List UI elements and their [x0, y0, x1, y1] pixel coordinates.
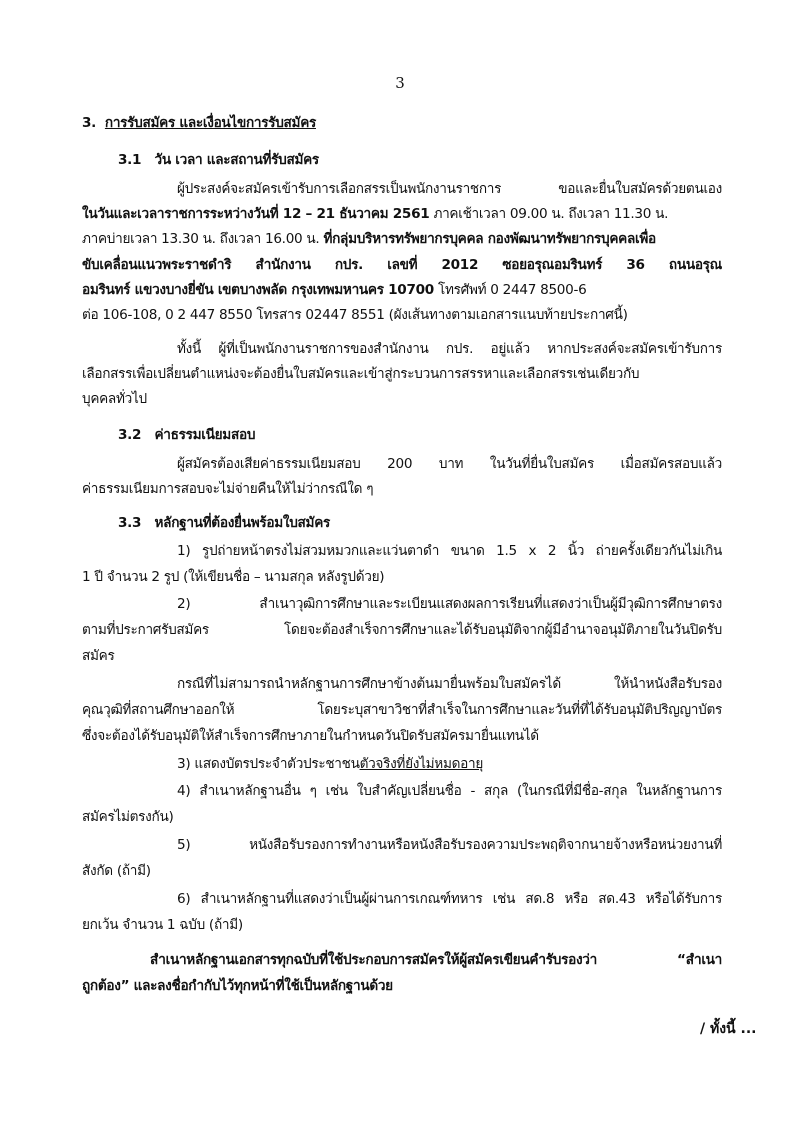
afternoon-hours: ภาคบ่ายเวลา 13.30 น. ถึงเวลา 16.00 น. [82, 231, 324, 247]
list-item-1-cont: 1 ปี จำนวน 2 รูป (ให้เขียนชื่อ – นามสกุล หลังรูปด้วย) [82, 569, 385, 585]
certify-note-cont: ถูกต้อง” และลงชื่อกำกับไว้ทุกหน้าที่ใช้เป็นหลักฐานด้วย [82, 978, 393, 994]
certify-note: สำเนาหลักฐานเอกสารทุกฉบับที่ใช้ประกอบการสมัครให้ผู้สมัครเขียนคำรับรองว่า “สำเนา [150, 952, 722, 968]
section-3-1-heading [118, 151, 722, 169]
paragraph-line: ทั้งนี้ ผู้ที่เป็นพนักงานราชการของสำนักงาน กปร. อยู่แล้ว หากประสงค์จะสมัครเข้ารับการ [177, 341, 722, 357]
underlined-text: ตัวจริงที่ยังไม่หมดอายุ [359, 756, 484, 772]
section-3-2-heading [118, 426, 722, 444]
subsection-title: วัน เวลา และสถานที่รับสมัคร [154, 152, 319, 168]
section-3-3-heading [118, 514, 722, 532]
paragraph-line: ผู้ประสงค์จะสมัครเข้ารับการเลือกสรรเป็นพนักงานราชการ ขอและยื่นใบสมัครด้วยตนเอง [177, 181, 722, 197]
paragraph-line: ผู้สมัครต้องเสียค่าธรรมเนียมสอบ 200 บาท ในวันที่ยื่นใบสมัคร เมื่อสมัครสอบแล้ว [177, 456, 722, 472]
paragraph-line: ขับเคลื่อนแนวพระราชดำริ สำนักงาน กปร. เลขที่ 2012 ซอยอรุณอมรินทร์ 36 ถนนอรุณ [82, 257, 722, 273]
address-text: อมรินทร์ แขวงบางยี่ขัน เขตบางพลัด กรุงเทพมหานคร 10700 [82, 282, 434, 298]
list-item-6: 6) สำเนาหลักฐานที่แสดงว่าเป็นผู้ผ่านการเกณฑ์ทหาร เช่น สด.8 หรือ สด.43 หรือได้รับการ [177, 891, 722, 907]
morning-hours: ภาคเช้าเวลา 09.00 น. ถึงเวลา 11.30 น. [429, 206, 669, 222]
list-item-1: 1) รูปถ่ายหน้าตรงไม่สวมหมวกและแว่นตาดำ ขนาด 1.5 x 2 นิ้ว ถ่ายครั้งเดียวกันไม่เกิน [177, 543, 722, 559]
section-title: การรับสมัคร และเงื่อนไขการรับสมัคร [104, 115, 316, 131]
list-item-5-cont: สังกัด (ถ้ามี) [82, 863, 151, 879]
page-number: 3 [395, 74, 405, 92]
list-item-6-cont: ยกเว้น จำนวน 1 ฉบับ (ถ้ามี) [82, 917, 243, 933]
list-item-2-note: กรณีที่ไม่สามารถนำหลักฐานการศึกษาข้างต้นมายื่นพร้อมใบสมัครได้ ให้นำหนังสือรับรอง [177, 676, 722, 692]
paragraph-line [82, 281, 722, 299]
subsection-number: 3.1 [118, 152, 142, 168]
section-number: 3. [82, 115, 97, 131]
paragraph-line: ค่าธรรมเนียมการสอบจะไม่จ่ายคืนให้ไม่ว่ากรณีใด ๆ [82, 481, 374, 497]
list-item-3 [177, 755, 722, 773]
continuation-marker: / ทั้งนี้ ... [700, 1021, 757, 1037]
subsection-number: 3.2 [118, 427, 142, 443]
paragraph-line: ต่อ 106-108, 0 2 447 8550 โทรสาร 02447 8551 (ผังเส้นทางตามเอกสารแนบท้ายประกาศนี้) [82, 307, 628, 323]
list-item-4: 4) สำเนาหลักฐานอื่น ๆ เช่น ใบสำคัญเปลี่ยนชื่อ - สกุล (ในกรณีที่มีชื่อ-สกุล ในหลักฐานการ [177, 783, 722, 799]
subsection-title: หลักฐานที่ต้องยื่นพร้อมใบสมัคร [154, 515, 331, 531]
item-text: 3) แสดงบัตรประจำตัวประชาชน [177, 756, 360, 772]
subsection-title: ค่าธรรมเนียมสอบ [154, 427, 256, 443]
section-3-heading [82, 114, 722, 132]
list-item-2-cont: สมัคร [82, 648, 115, 664]
list-item-2-note: ซึ่งจะต้องได้รับอนุมัติให้สำเร็จการศึกษาภายในกำหนดวันปิดรับสมัครมายื่นแทนได้ [82, 728, 539, 744]
paragraph-line [82, 205, 722, 223]
list-item-2-cont: ตามที่ประกาศรับสมัคร โดยจะต้องสำเร็จการศึกษาและได้รับอนุมัติจากผู้มีอำนาจอนุมัติภายในวันปิดรับ [82, 622, 722, 638]
phone-text: โทรศัพท์ 0 2447 8500-6 [433, 282, 587, 298]
paragraph-line [82, 230, 722, 248]
list-item-5: 5) หนังสือรับรองการทำงานหรือหนังสือรับรองความประพฤติจากนายจ้างหรือหน่วยงานที่ [177, 837, 722, 853]
subsection-number: 3.3 [118, 515, 142, 531]
list-item-4-cont: สมัครไม่ตรงกัน) [82, 809, 174, 825]
paragraph-line: เลือกสรรเพื่อเปลี่ยนตำแหน่งจะต้องยื่นใบสมัครและเข้าสู่กระบวนการสรรหาและเลือกสรรเช่นเดียวกับ [82, 366, 640, 382]
location-text: ที่กลุ่มบริหารทรัพยากรบุคคล กองพัฒนาทรัพยากรบุคคลเพื่อ [323, 231, 656, 247]
list-item-2-note: คุณวุฒิที่สถานศึกษาออกให้ โดยระบุสาขาวิชาที่สำเร็จในการศึกษาและวันที่ที่ได้รับอนุมัติปริญญาบัตร [82, 702, 722, 718]
list-item-2: 2) สำเนาวุฒิการศึกษาและระเบียนแสดงผลการเรียนที่แสดงว่าเป็นผู้มีวุฒิการศึกษาตรง [177, 596, 722, 612]
paragraph-line: บุคคลทั่วไป [82, 391, 147, 407]
dates-text: ในวันและเวลาราชการระหว่างวันที่ 12 – 21 ธันวาคม 2561 [82, 206, 430, 222]
